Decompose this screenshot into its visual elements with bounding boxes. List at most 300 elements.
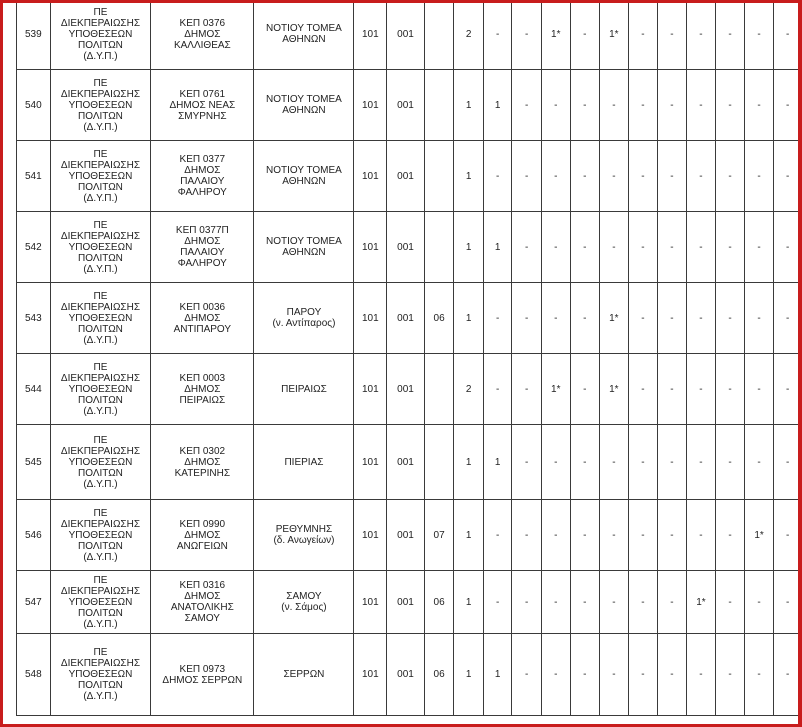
service-line: (Δ.Υ.Π.) [83,618,118,630]
service-line: (Δ.Υ.Π.) [83,50,118,62]
value-cell: - [628,571,657,634]
value-cell: 1 [483,425,512,500]
region-line: ΑΘΗΝΩΝ [282,247,326,258]
value-cell: - [512,571,541,634]
service-line: ΥΠΟΘΕΣΕΩΝ [68,669,133,680]
office-line: ΔΗΜΟΣ [184,312,221,324]
service-line: ΠΟΛΙΤΩΝ [78,323,123,335]
value-cell: - [774,634,802,716]
office-line: ΔΗΜΟΣ [184,529,221,541]
positions-table [16,0,802,716]
value-cell: - [512,500,541,571]
service-line: ΠΟΛΙΤΩΝ [78,110,123,122]
office-cell [151,141,254,212]
value-cell: - [686,0,716,70]
value-cell: - [658,0,687,70]
service-line: ΠΕ [93,290,108,302]
service-line: ΠΕ [93,361,108,373]
value-cell: - [600,70,629,141]
value-cell: - [570,571,599,634]
office-line: ΔΗΜΟΣ [184,236,221,247]
code3-cell: 06 [424,634,454,716]
service-cell [50,354,151,425]
code2-cell: 001 [387,212,425,283]
code3-cell [424,0,454,70]
value-cell: - [686,354,716,425]
office-line: ΔΗΜΟΣ ΝΕΑΣ [169,99,236,111]
value-cell: - [774,212,802,283]
service-line: ΔΙΕΚΠΕΡΑΙΩΣΗΣ [60,88,141,100]
service-line: ΥΠΟΘΕΣΕΩΝ [68,241,133,253]
office-line: ΚΕΠ 0973 [179,663,226,675]
value-cell: - [512,70,541,141]
value-cell: - [600,634,629,716]
value-cell: - [600,212,629,283]
service-line: ΥΠΟΘΕΣΕΩΝ [68,99,133,111]
service-line: ΠΕ [93,219,108,231]
service-line: ΔΙΕΚΠΕΡΑΙΩΣΗΣ [60,230,141,242]
value-cell: 1 [454,212,484,283]
office-cell [151,425,254,500]
value-cell: 1 [454,500,484,571]
value-cell: - [600,571,629,634]
value-cell: 1 [454,571,484,634]
region-cell [254,283,354,354]
value-cell: 1 [454,141,484,212]
office-line: ΣΑΜΟΥ [184,613,220,624]
code1-cell: 101 [354,354,387,425]
office-cell [151,0,254,70]
value-cell: 2 [454,0,484,70]
value-cell: - [628,283,657,354]
value-cell: - [628,212,657,283]
code3-cell [424,212,454,283]
code1-cell: 101 [354,425,387,500]
value-cell: 1 [483,70,512,141]
service-cell [50,70,151,141]
region-line: (δ. Ανωγείων) [273,535,335,546]
code3-cell [424,141,454,212]
service-line: ΥΠΟΘΕΣΕΩΝ [68,529,133,541]
value-cell: - [570,70,599,141]
value-cell: - [686,283,716,354]
region-line: ΡΕΘΥΜΝΗΣ [275,524,333,535]
row-number-cell: 544 [17,354,51,425]
value-cell: - [716,634,745,716]
office-cell [151,634,254,716]
value-cell: - [716,571,745,634]
table-body [17,0,802,716]
service-cell [50,141,151,212]
region-line: ΝΟΤΙΟΥ ΤΟΜΕΑ [266,165,342,176]
region-cell [254,634,354,716]
office-line: ΚΕΠ 0761 [179,88,226,100]
code2-cell: 001 [387,500,425,571]
service-line: ΠΕ [93,6,108,18]
row-number-cell: 548 [17,634,51,716]
office-line: ΚΕΠ 0377 [179,154,226,165]
value-cell: - [600,425,629,500]
value-cell: 1* [541,354,570,425]
value-cell: - [483,500,512,571]
region-line: (ν. Αντίπαρος) [272,318,336,329]
value-cell: 1* [744,500,774,571]
region-line: ΝΟΤΙΟΥ ΤΟΜΕΑ [266,23,342,34]
service-line: ΥΠΟΘΕΣΕΩΝ [68,456,133,468]
value-cell: - [541,571,570,634]
value-cell: - [512,141,541,212]
value-cell: - [716,425,745,500]
office-line: ΚΕΠ 0376 [179,17,226,29]
service-line: (Δ.Υ.Π.) [83,405,118,417]
value-cell: - [570,212,599,283]
service-line: ΥΠΟΘΕΣΕΩΝ [68,170,133,182]
service-line: ΠΕ [93,647,108,658]
value-cell: 1* [541,0,570,70]
service-line: ΔΙΕΚΠΕΡΑΙΩΣΗΣ [60,301,141,313]
service-cell [50,571,151,634]
value-cell: - [658,571,687,634]
value-cell: - [483,283,512,354]
code1-cell: 101 [354,141,387,212]
region-cell [254,571,354,634]
service-line: (Δ.Υ.Π.) [83,334,118,346]
value-cell: - [744,634,774,716]
service-cell [50,283,151,354]
value-cell: - [570,500,599,571]
region-line: (ν. Σάμος) [281,602,327,613]
value-cell: - [716,212,745,283]
region-line: ΝΟΤΙΟΥ ΤΟΜΕΑ [266,94,342,105]
value-cell: 1 [483,212,512,283]
service-line: ΠΟΛΙΤΩΝ [78,467,123,479]
office-cell [151,283,254,354]
code2-cell: 001 [387,283,425,354]
value-cell: 1* [600,283,629,354]
value-cell: - [570,0,599,70]
value-cell: - [570,354,599,425]
value-cell: - [600,500,629,571]
value-cell: - [570,634,599,716]
value-cell: - [570,425,599,500]
service-line: ΥΠΟΘΕΣΕΩΝ [68,28,133,40]
value-cell: - [686,425,716,500]
code1-cell: 101 [354,0,387,70]
code3-cell [424,354,454,425]
table-row [17,571,802,634]
value-cell: 1* [686,571,716,634]
office-line: ΦΑΛΗΡΟΥ [177,258,227,269]
service-line: ΠΟΛΙΤΩΝ [78,39,123,51]
value-cell: 1 [454,70,484,141]
service-line: (Δ.Υ.Π.) [83,263,118,275]
service-line: ΠΕ [93,148,108,160]
service-line: ΥΠΟΘΕΣΕΩΝ [68,383,133,395]
region-cell [254,500,354,571]
value-cell: - [744,571,774,634]
row-number-cell: 542 [17,212,51,283]
value-cell: - [512,354,541,425]
value-cell: - [744,141,774,212]
value-cell: - [628,70,657,141]
value-cell: 1 [454,283,484,354]
office-line: ΔΗΜΟΣ ΣΕΡΡΩΝ [162,674,243,686]
value-cell: - [483,141,512,212]
office-line: ΚΕΠ 0377Π [175,225,229,236]
value-cell: - [658,425,687,500]
row-number-cell: 541 [17,141,51,212]
value-cell: - [774,571,802,634]
office-line: ΚΕΠ 0302 [179,445,226,457]
code2-cell: 001 [387,571,425,634]
service-cell [50,0,151,70]
value-cell: - [570,283,599,354]
code1-cell: 101 [354,212,387,283]
value-cell: - [483,571,512,634]
value-cell: - [512,0,541,70]
code3-cell [424,425,454,500]
value-cell: - [716,141,745,212]
code2-cell: 001 [387,354,425,425]
frame-left [0,0,3,727]
service-line: ΥΠΟΘΕΣΕΩΝ [68,596,133,608]
office-line: ΠΑΛΑΙΟΥ [180,176,225,187]
service-line: ΠΕ [93,77,108,89]
service-line: ΠΟΛΙΤΩΝ [78,394,123,406]
service-line: ΔΙΕΚΠΕΡΑΙΩΣΗΣ [60,17,141,29]
region-cell [254,70,354,141]
service-line: ΠΟΛΙΤΩΝ [78,181,123,193]
value-cell: - [512,212,541,283]
code2-cell: 001 [387,634,425,716]
value-cell: - [600,141,629,212]
value-cell: - [658,283,687,354]
value-cell: - [512,425,541,500]
office-line: ΑΝΤΙΠΑΡΟΥ [173,323,232,335]
row-number-cell: 546 [17,500,51,571]
office-line: ΔΗΜΟΣ [184,456,221,468]
value-cell: - [628,354,657,425]
service-line: ΔΙΕΚΠΕΡΑΙΩΣΗΣ [60,658,141,669]
table-row [17,354,802,425]
value-cell: - [541,634,570,716]
service-cell [50,212,151,283]
row-number-cell: 540 [17,70,51,141]
service-line: (Δ.Υ.Π.) [83,121,118,133]
region-line: ΠΑΡΟΥ [286,307,322,318]
office-line: ΑΝΑΤΟΛΙΚΗΣ [170,602,234,613]
value-cell: - [744,283,774,354]
office-line: ΔΗΜΟΣ [184,591,221,602]
value-cell: - [658,500,687,571]
region-line: ΝΟΤΙΟΥ ΤΟΜΕΑ [266,236,342,247]
office-cell [151,571,254,634]
value-cell: - [716,500,745,571]
code2-cell: 001 [387,425,425,500]
value-cell: - [541,70,570,141]
value-cell: - [541,212,570,283]
value-cell: - [716,354,745,425]
code3-cell: 06 [424,283,454,354]
table-row [17,634,802,716]
value-cell: - [541,500,570,571]
row-number-cell: 543 [17,283,51,354]
code1-cell: 101 [354,500,387,571]
value-cell: - [716,0,745,70]
value-cell: - [483,354,512,425]
table-row [17,0,802,70]
table-row [17,70,802,141]
service-cell [50,425,151,500]
region-line: ΠΙΕΡΙΑΣ [284,456,324,468]
office-cell [151,212,254,283]
value-cell: - [774,0,802,70]
office-line: ΣΜΥΡΝΗΣ [178,110,227,122]
code3-cell: 06 [424,571,454,634]
service-line: ΠΕ [93,574,108,586]
office-line: ΔΗΜΟΣ [184,28,221,40]
code1-cell: 101 [354,70,387,141]
value-cell: 1 [454,634,484,716]
code1-cell: 101 [354,571,387,634]
code3-cell: 07 [424,500,454,571]
value-cell: - [570,141,599,212]
table-row [17,500,802,571]
service-line: (Δ.Υ.Π.) [83,478,118,490]
value-cell: - [541,141,570,212]
code1-cell: 101 [354,283,387,354]
value-cell: 2 [454,354,484,425]
office-line: ΚΕΠ 0316 [179,580,226,591]
value-cell: - [774,500,802,571]
table-row [17,283,802,354]
region-cell [254,141,354,212]
value-cell: - [716,283,745,354]
value-cell: - [658,70,687,141]
office-line: ΚΑΛΛΙΘΕΑΣ [173,39,231,51]
service-line: ΔΙΕΚΠΕΡΑΙΩΣΗΣ [60,585,141,597]
table-row [17,141,802,212]
value-cell: - [628,141,657,212]
value-cell: - [658,354,687,425]
service-line: ΠΕ [93,507,108,519]
region-line: ΑΘΗΝΩΝ [282,34,326,45]
value-cell: 1* [600,354,629,425]
value-cell: - [658,141,687,212]
frame-right [798,0,802,727]
code1-cell: 101 [354,634,387,716]
service-line: (Δ.Υ.Π.) [83,691,118,702]
office-cell [151,500,254,571]
region-line: ΣΑΜΟΥ [286,591,322,602]
service-line: ΠΟΛΙΤΩΝ [78,607,123,619]
office-cell [151,354,254,425]
region-line: ΣΕΡΡΩΝ [283,669,325,680]
value-cell: - [686,212,716,283]
value-cell: - [744,425,774,500]
value-cell: 1 [454,425,484,500]
code2-cell: 001 [387,70,425,141]
value-cell: - [744,212,774,283]
service-line: ΔΙΕΚΠΕΡΑΙΩΣΗΣ [60,518,141,530]
value-cell: - [744,354,774,425]
value-cell: - [628,500,657,571]
code2-cell: 001 [387,141,425,212]
row-number-cell: 539 [17,0,51,70]
code2-cell: 001 [387,0,425,70]
region-line: ΠΕΙΡΑΙΩΣ [281,383,327,395]
value-cell: - [541,283,570,354]
value-cell: - [541,425,570,500]
value-cell: - [686,141,716,212]
service-line: (Δ.Υ.Π.) [83,551,118,563]
value-cell: - [628,634,657,716]
value-cell: - [744,70,774,141]
value-cell: - [774,283,802,354]
value-cell: 1* [600,0,629,70]
value-cell: - [774,70,802,141]
value-cell: - [658,212,687,283]
office-line: ΠΕΙΡΑΙΩΣ [179,394,226,406]
region-cell [254,354,354,425]
service-line: ΠΕ [93,434,108,446]
office-line: ΔΗΜΟΣ [184,165,221,176]
office-line: ΠΑΛΑΙΟΥ [180,247,225,258]
office-line: ΚΕΠ 0036 [179,301,226,313]
value-cell: - [483,0,512,70]
region-cell [254,212,354,283]
value-cell: - [744,0,774,70]
value-cell: - [512,283,541,354]
service-cell [50,500,151,571]
service-line: ΔΙΕΚΠΕΡΑΙΩΣΗΣ [60,372,141,384]
office-line: ΔΗΜΟΣ [184,383,221,395]
office-line: ΦΑΛΗΡΟΥ [177,187,227,198]
region-cell [254,425,354,500]
row-number-cell: 547 [17,571,51,634]
office-line: ΑΝΩΓΕΙΩΝ [176,540,228,552]
value-cell: - [774,141,802,212]
value-cell: - [658,634,687,716]
value-cell: - [774,354,802,425]
value-cell: - [774,425,802,500]
value-cell: - [628,425,657,500]
row-number-cell: 545 [17,425,51,500]
office-line: ΚΑΤΕΡΙΝΗΣ [174,467,231,479]
office-line: ΚΕΠ 0990 [179,518,226,530]
value-cell: - [512,634,541,716]
table-row [17,212,802,283]
service-line: ΔΙΕΚΠΕΡΑΙΩΣΗΣ [60,159,141,171]
region-line: ΑΘΗΝΩΝ [282,176,326,187]
office-cell [151,70,254,141]
value-cell: 1 [483,634,512,716]
service-cell [50,634,151,716]
value-cell: - [686,500,716,571]
region-line: ΑΘΗΝΩΝ [282,105,326,116]
region-cell [254,0,354,70]
service-line: ΠΟΛΙΤΩΝ [78,680,123,691]
office-line: ΚΕΠ 0003 [179,372,226,384]
service-line: ΠΟΛΙΤΩΝ [78,540,123,552]
value-cell: - [686,70,716,141]
code3-cell [424,70,454,141]
frame-top [0,0,802,3]
service-line: ΠΟΛΙΤΩΝ [78,252,123,264]
value-cell: - [628,0,657,70]
table-row [17,425,802,500]
value-cell: - [686,634,716,716]
